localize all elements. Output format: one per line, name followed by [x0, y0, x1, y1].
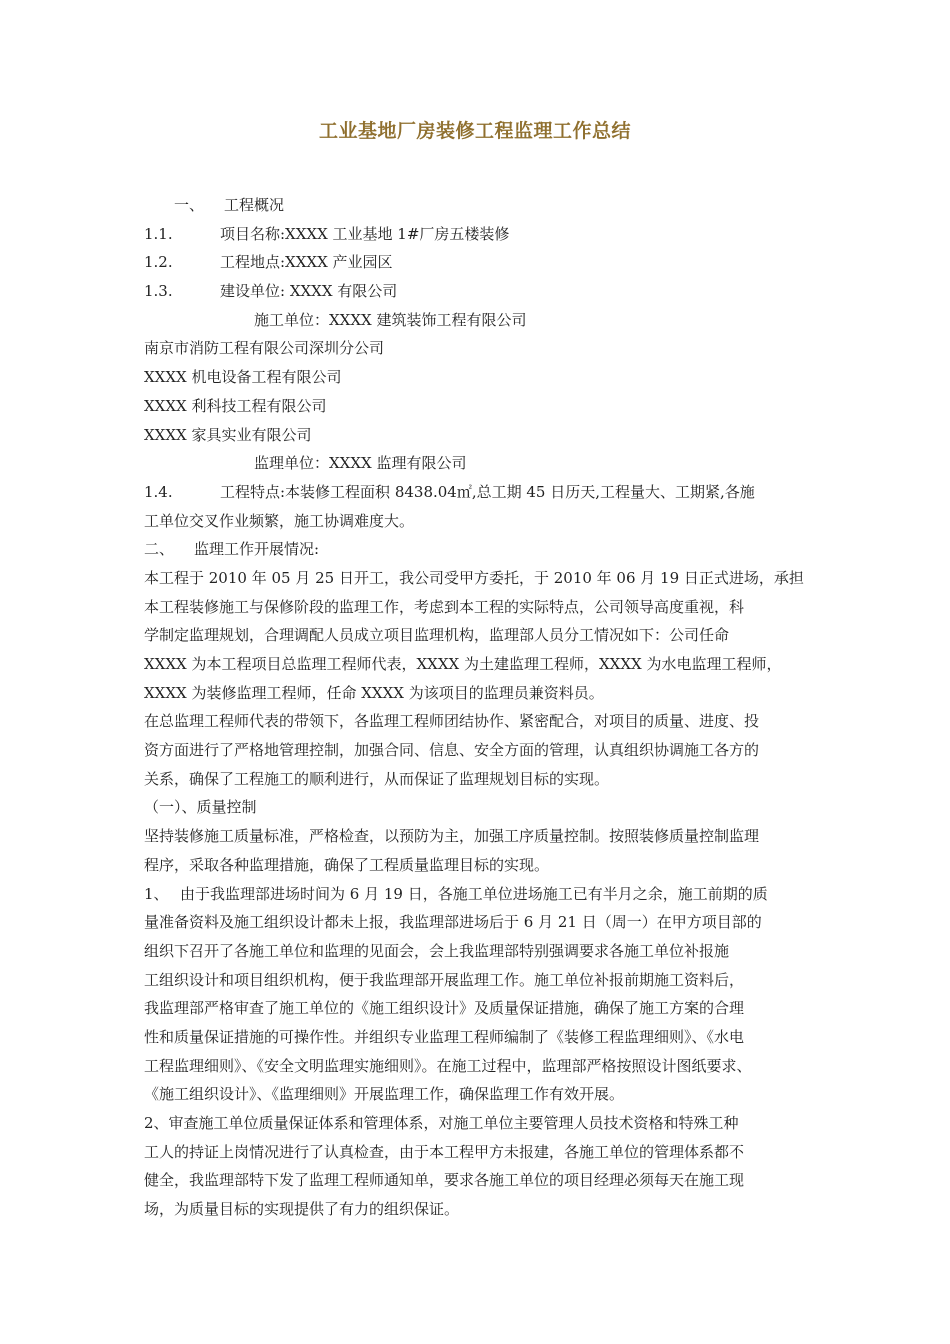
- section-title: 监理工作开展情况:: [194, 540, 320, 559]
- item-1-1: [144, 220, 810, 249]
- paragraph-line: 场，为质量目标的实现提供了有力的组织保证。: [144, 1200, 460, 1219]
- item-text: 工程特点:本装修工程面积 8438.04㎡,总工期 45 日历天,工程量大、工期紧,各施: [220, 482, 755, 501]
- item-number: 1.3.: [144, 282, 173, 301]
- item-1-2: [144, 248, 810, 277]
- document-title: 工业基地厂房装修工程监理工作总结: [318, 120, 631, 142]
- supervision-unit-line: 监理单位：XXXX 监理有限公司: [254, 454, 467, 473]
- paragraph-line: 工人的持证上岗情况进行了认真检查，由于本工程甲方未报建，各施工单位的管理体系都不: [144, 1142, 745, 1161]
- point-text: 由于我监理部进场时间为 6 月 19 日，各施工单位进场施工已有半月之余，施工前期的质: [180, 884, 768, 903]
- item-text: 建设单位: XXXX 有限公司: [220, 282, 398, 301]
- item-1-3: [144, 277, 810, 306]
- paragraph-line: 学制定监理规划，合理调配人员成立项目监理机构，监理部人员分工情况如下：公司任命: [144, 626, 730, 645]
- paragraph-line: 组织下召开了各施工单位和监理的见面会，会上我监理部特别强调要求各施工单位补报施: [144, 941, 730, 960]
- construction-unit-line: 施工单位：XXXX 建筑装饰工程有限公司: [254, 310, 527, 329]
- construction-unit-other: XXXX 利科技工程有限公司: [144, 396, 327, 415]
- item-number: 1.2.: [144, 253, 173, 272]
- paragraph-line: 性和质量保证措施的可操作性。并组织专业监理工程师编制了《装修工程监理细则》、《水电: [144, 1027, 745, 1046]
- subsection-heading: （一）、质量控制: [144, 798, 257, 817]
- section-1-heading: [144, 191, 810, 220]
- construction-unit-other: XXXX 家具实业有限公司: [144, 425, 312, 444]
- paragraph-line: 在总监理工程师代表的带领下，各监理工程师团结协作、紧密配合，对项目的质量、进度、投: [144, 712, 760, 731]
- section-title: 工程概况: [224, 196, 285, 214]
- paragraph-line: 关系，确保了工程施工的顺利进行，从而保证了监理规划目标的实现。: [144, 769, 610, 788]
- paragraph-line: 2、审查施工单位质量保证体系和管理体系，对施工单位主要管理人员技术资格和特殊工种: [144, 1114, 739, 1132]
- item-1-4: [144, 478, 810, 507]
- paragraph-line: 程序，采取各种监理措施，确保了工程质量监理目标的实现。: [144, 855, 550, 874]
- construction-unit-other: 南京市消防工程有限公司深圳分公司: [144, 339, 385, 358]
- paragraph-line: XXXX 为本工程项目总监理工程师代表，XXXX 为土建监理工程师，XXXX 为水电监理工程师，: [144, 655, 782, 673]
- paragraph-line: 量准备资料及施工组织设计都未上报，我监理部进场后于 6 月 21 日（周一）在甲方项目部的: [144, 913, 762, 932]
- paragraph-line: 坚持装修施工质量标准，严格检查，以预防为主，加强工序质量控制。按照装修质量控制监理: [144, 827, 760, 846]
- paragraph-line: 资方面进行了严格地管理控制，加强合同、信息、安全方面的管理，认真组织协调施工各方的: [144, 741, 760, 760]
- point-number: 1、: [144, 884, 169, 903]
- section-number: 二、: [144, 540, 175, 559]
- item-text: 项目名称:XXXX 工业基地 1#厂房五楼装修: [220, 224, 510, 243]
- paragraph-line: 健全，我监理部特下发了监理工程师通知单，要求各施工单位的项目经理必须每天在施工现: [144, 1171, 745, 1190]
- document-body: [144, 191, 810, 1224]
- section-number: 一、: [174, 196, 205, 214]
- paragraph-line: 《施工组织设计》、《监理细则》开展监理工作，确保监理工作有效开展。: [144, 1085, 625, 1104]
- section-2-heading: [144, 535, 810, 564]
- item-number: 1.4.: [144, 482, 173, 501]
- paragraph-line: 工程监理细则》、《安全文明监理实施细则》。在施工过程中，监理部严格按照设计图纸要求、: [144, 1056, 752, 1075]
- paragraph-line: 本工程于 2010 年 05 月 25 日开工，我公司受甲方委托，于 2010 年 06 月 19 日正式进场，承担: [144, 568, 804, 587]
- construction-unit-other: XXXX 机电设备工程有限公司: [144, 368, 342, 387]
- paragraph-line: 本工程装修施工与保修阶段的监理工作，考虑到本工程的实际特点，公司领导高度重视，科: [144, 597, 745, 616]
- point-1-first-line: [144, 880, 810, 909]
- item-text: 工程地点:XXXX 产业园区: [220, 253, 393, 272]
- paragraph-line: 我监理部严格审查了施工单位的《施工组织设计》及质量保证措施，确保了施工方案的合理: [144, 999, 745, 1018]
- item-1-4-continuation: 工单位交叉作业频繁，施工协调难度大。: [144, 511, 415, 530]
- paragraph-line: 工组织设计和项目组织机构，便于我监理部开展监理工作。施工单位补报前期施工资料后，: [144, 970, 745, 989]
- item-number: 1.1.: [144, 224, 173, 243]
- paragraph-line: XXXX 为装修监理工程师，任命 XXXX 为该项目的监理员兼资料员。: [144, 683, 604, 702]
